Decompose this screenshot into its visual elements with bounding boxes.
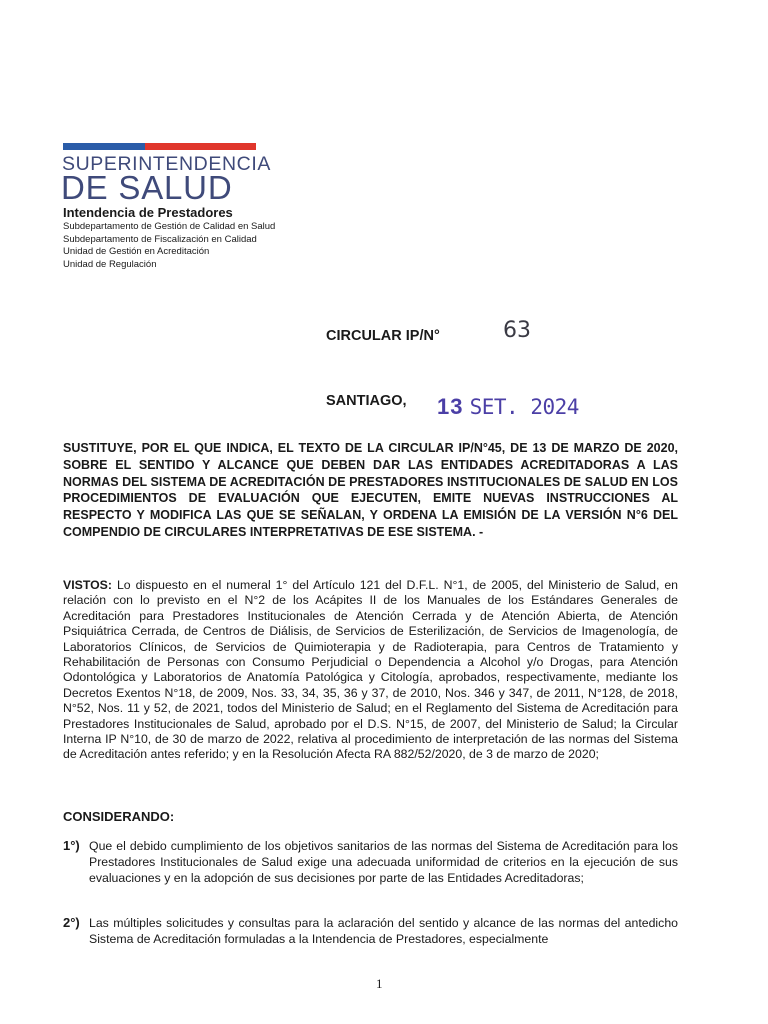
place-label: SANTIAGO, [326,393,407,409]
department-unit: Subdepartamento de Fiscalización en Calidad [63,233,257,245]
logo-bar-red [145,143,256,150]
page-number: 1 [376,976,383,991]
date-stamp-month-year: SET. 2024 [469,395,579,419]
circular-label: CIRCULAR IP/N° [326,328,440,344]
date-stamp [437,394,579,420]
vistos-text: Lo dispuesto en el numeral 1° del Artículo 121 del D.F.L. N°1, de 2005, del Ministerio de Salud, en relación con lo previsto en el N°2 de los Acápites II de los Manuales de los Estándares Generales de Acreditación para Prestadores Institucionales de Atención Cerrada y de Atención Abierta, de Atención Psiquiátrica Cerrada, de Centros de Diálisis, de Servicios de Esterilización, de Servicios de Imagenología, de Laboratorios Clínicos, de Servicios de Quimioterapia y de Radioterapia, para Centros de Tratamiento y Rehabilitación de Personas con Consumo Perjudicial o Dependencia a Alcohol y/o Drogas, para Atención Odontológica y Laboratorios de Anatomía Patológica y Citología, aprobados, respectivamente, mediante los Decretos Exentos N°18, de 2009, Nos. 33, 34, 35, 36 y 37, de 2010, Nos. 346 y 347, de 2011, N°128, de 2018, N°52, Nos. 11 y 52, de 2021, todos del Ministerio de Salud; en el Reglamento del Sistema de Acreditación para Prestadores Institucionales de Salud, aprobado por el D.S. N°15, de 2007, del Ministerio de Salud; la Circular Interna IP N°10, de 30 de marzo de 2022, relativa al procedimiento de interpretación de las normas del Sistema de Acreditación antes referido; y en la Resolución Afecta RA 882/52/2020, de 3 de marzo de 2020; [63,578,678,762]
considerando-item-number: 2°) [63,915,80,930]
subject-paragraph: SUSTITUYE, POR EL QUE INDICA, EL TEXTO DE LA CIRCULAR IP/N°45, DE 13 DE MARZO DE 2020, SOBRE EL SENTIDO Y ALCANCE QUE DEBEN DAR LAS ENTIDADES ACREDITADORAS A LAS NORMAS DEL SISTEMA DE ACREDITACIÓN DE PRESTADORES INSTITUCIONALES DE SALUD EN LOS PROCEDIMIENTOS DE EVALUACIÓN QUE EJECUTEN, EMITE NUEVAS INSTRUCCIONES AL RESPECTO Y MODIFICA LAS QUE SE SEÑALAN, Y ORDENA LA EMISIÓN DE LA VERSIÓN N°6 DEL COMPENDIO DE CIRCULARES INTERPRETATIVAS DE ESE SISTEMA. - [63,441,678,539]
vistos-paragraph [63,578,678,763]
vistos-label: VISTOS: [63,578,112,592]
logo-de-salud: DE SALUD [61,169,233,206]
logo-color-bar [63,143,256,150]
considerando-item-text: Las múltiples solicitudes y consultas para la aclaración del sentido y alcance de las normas del antedicho Sistema de Acreditación formuladas a la Intendencia de Prestadores, especialmente [89,916,678,946]
department-unit: Unidad de Gestión en Acreditación [63,246,210,257]
department-unit: Unidad de Regulación [63,258,157,270]
considerando-item-number: 1°) [63,838,80,853]
circular-number-handwritten: 63 [503,318,531,343]
considerando-item [63,838,678,886]
considerando-item-text: Que el debido cumplimiento de los objetivos sanitarios de las normas del Sistema de Acreditación para los Prestadores Institucionales de Salud exige una adecuada uniformidad de criterios en la ejecución de sus evaluaciones y en la adopción de sus decisiones por parte de las Entidades Acreditadoras; [89,839,678,885]
considerando-item [63,915,678,947]
department-title: Intendencia de Prestadores [63,205,233,220]
date-stamp-day: 13 [437,394,464,419]
department-unit: Subdepartamento de Gestión de Calidad en Salud [63,221,276,232]
logo-bar-blue [63,143,145,150]
logo-superintendencia: SUPERINTENDENCIA [62,153,271,175]
considerando-heading: CONSIDERANDO: [63,809,175,824]
